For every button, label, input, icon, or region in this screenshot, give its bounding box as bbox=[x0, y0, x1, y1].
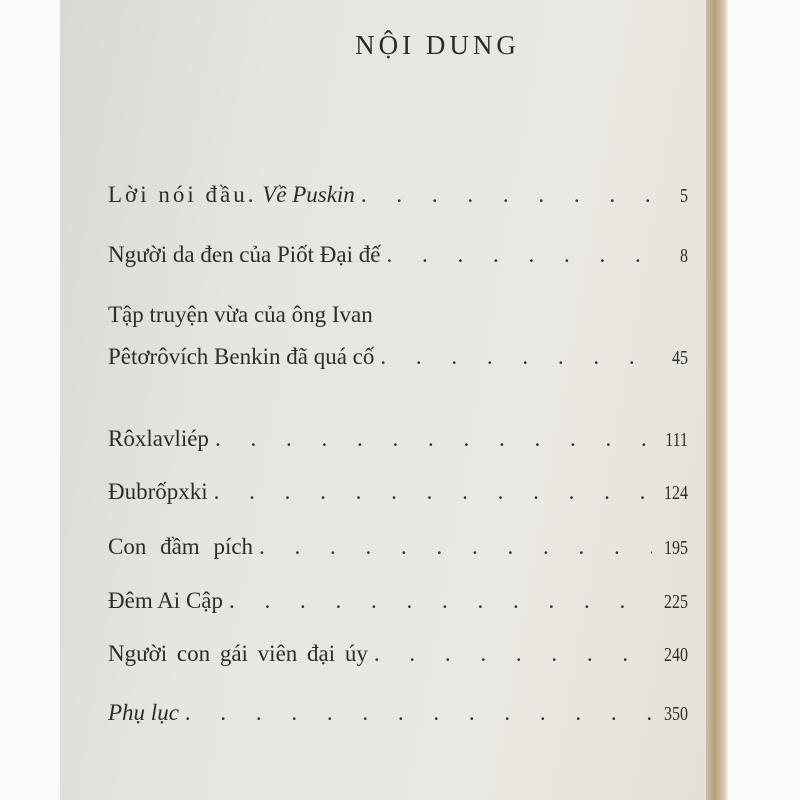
leader-dots bbox=[209, 426, 652, 452]
toc-entry bbox=[108, 479, 688, 506]
page-number: 45 bbox=[672, 347, 688, 369]
leader-dots bbox=[374, 344, 652, 370]
toc-entry bbox=[108, 641, 688, 668]
entry-label: Người con gái viên đại úy bbox=[108, 641, 368, 666]
leader-dots bbox=[253, 534, 652, 560]
page-number: 350 bbox=[664, 703, 688, 725]
entry-label: Đêm Ai Cập bbox=[108, 588, 223, 613]
entry-label: Rôxlavliép bbox=[108, 426, 209, 451]
entry-label: Lời nói đầu. bbox=[108, 182, 257, 207]
leader-dots bbox=[380, 242, 652, 268]
leader-dots bbox=[368, 641, 652, 667]
page-number: 225 bbox=[664, 591, 688, 613]
entry-label-italic: Phụ lục bbox=[108, 700, 179, 725]
leader-dots bbox=[208, 479, 652, 505]
page-edge bbox=[706, 0, 728, 800]
page-number: 111 bbox=[665, 429, 688, 451]
entry-label: Con đầm pích bbox=[108, 534, 254, 559]
page-number: 195 bbox=[664, 537, 688, 559]
leader-dots bbox=[355, 182, 652, 208]
book-page bbox=[60, 0, 710, 800]
toc-entry bbox=[108, 700, 688, 727]
entry-label-italic: Về Puskin bbox=[262, 182, 355, 207]
entry-label: Đubrốpxki bbox=[108, 479, 208, 504]
page-number: 5 bbox=[680, 185, 688, 207]
toc-entry bbox=[108, 588, 688, 615]
toc-entry bbox=[108, 242, 688, 269]
leader-dots bbox=[179, 700, 652, 726]
toc-entry bbox=[108, 534, 688, 561]
page-number: 8 bbox=[680, 245, 688, 267]
leader-dots bbox=[223, 588, 652, 614]
entry-label-line1: Tập truyện vừa của ông Ivan bbox=[108, 302, 373, 327]
page-title: NỘI DUNG bbox=[355, 30, 520, 60]
entry-label: Pêtơrôvích Benkin đã quá cố bbox=[108, 344, 375, 369]
toc-entry bbox=[108, 182, 688, 209]
page-number: 124 bbox=[664, 482, 688, 504]
entry-label: Người da đen của Piốt Đại đế bbox=[108, 242, 381, 267]
page-number: 240 bbox=[664, 644, 688, 666]
toc-entry bbox=[108, 426, 688, 453]
toc-entry bbox=[108, 302, 688, 371]
